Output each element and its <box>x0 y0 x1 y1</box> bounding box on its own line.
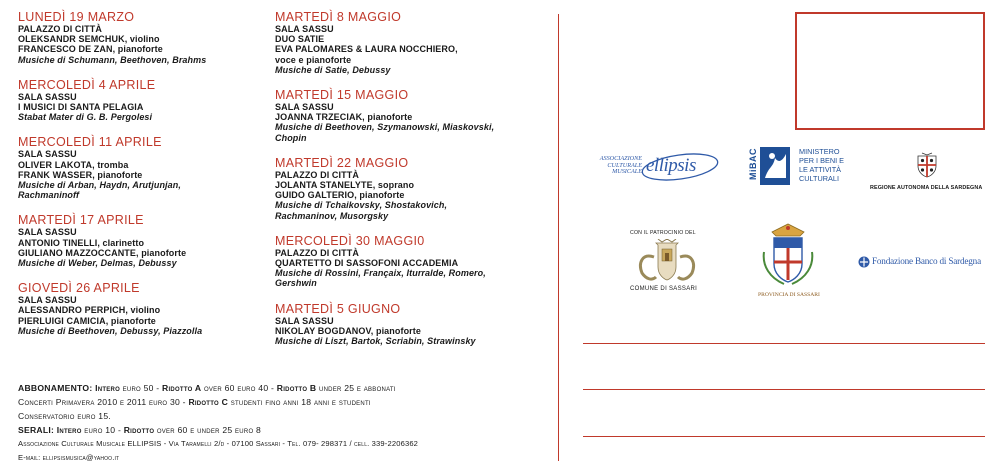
ellipsis-name: ellipsis <box>646 155 696 176</box>
concert-detail: ANTONIO TINELLI, clarinetto <box>18 237 145 248</box>
concert-date: LUNEDÌ 19 MARZO <box>18 10 135 24</box>
concert-list-middle <box>275 10 537 359</box>
concert-detail: ALESSANDRO PERPICH, violino <box>18 305 161 316</box>
evening-full-label: Intero <box>56 425 82 435</box>
fondazione-label: Fondazione Banco di Sardegna <box>872 256 981 266</box>
full-price-value: euro 50 - <box>122 383 160 393</box>
association-email: E-mail: ellipsismusica@yahoo.it <box>18 453 120 462</box>
ticket-info <box>18 381 548 465</box>
concert-detail: voce e pianoforte <box>275 54 352 65</box>
stamp-box <box>795 12 985 130</box>
concert-detail: PALAZZO DI CITTÀ <box>18 24 102 34</box>
concert-entry <box>275 302 537 347</box>
concert-date: MARTEDÌ 15 MAGGIO <box>275 88 409 103</box>
regione-sardegna-logo <box>868 152 988 194</box>
concert-entry <box>18 281 268 336</box>
patrocinio-label: CON IL PATROCINIO DEL <box>630 230 696 236</box>
reduced-b-label: Ridotto B <box>276 383 317 393</box>
ministero-line-2: PER I BENI E <box>799 156 845 165</box>
ellipsis-tag-2: CULTURALE <box>607 161 642 169</box>
reduced-a-value: over 60 euro 40 - <box>203 383 275 393</box>
concert-program: Musiche di Schumann, Beethoven, Brahms <box>18 54 207 65</box>
comune-sassari-logo <box>622 230 714 294</box>
mibac-mark: MiBAC <box>748 148 758 180</box>
concert-detail: SALA SASSU <box>275 102 334 113</box>
concert-detail: JOANNA TRZECIAK, pianoforte <box>275 112 413 123</box>
concert-date: GIOVEDÌ 26 APRILE <box>18 281 140 296</box>
concert-program: Musiche di Liszt, Bartok, Scriabin, Strawinsky <box>275 336 476 347</box>
concert-entry <box>18 78 268 123</box>
address-line-1 <box>583 343 985 344</box>
concert-detail: GUIDO GALTERIO, pianoforte <box>275 190 405 201</box>
subscription-line-1 <box>18 381 548 395</box>
provincia-sassari-logo <box>756 222 822 300</box>
association-address: Associazione Culturale Musicale ELLIPSIS - Via Taramelli 2/d - 07100 Sassari - Tel. 079- 298371 / cell. 339-2206362 <box>18 439 419 448</box>
fondazione-banco-sardegna-logo <box>858 255 988 271</box>
ministero-line-3: LE ATTIVITÀ <box>799 165 842 174</box>
concert-detail: EVA PALOMARES & LAURA NOCCHIERO, <box>275 44 458 55</box>
concert-detail: SALA SASSU <box>18 149 77 160</box>
ellipsis-tag-1: ASSOCIAZIONE <box>599 155 642 162</box>
concert-entry <box>275 234 537 289</box>
subscription-label: ABBONAMENTO: <box>18 383 93 393</box>
concert-detail: GIULIANO MAZZOCCANTE, pianoforte <box>18 247 187 258</box>
full-price-label: Intero <box>95 383 120 393</box>
concert-program: Musiche di Satie, Debussy <box>275 64 391 75</box>
concert-program: Musiche di Beethoven, Debussy, Piazzolla <box>18 325 203 336</box>
ellipsis-logo <box>588 150 723 184</box>
evening-label: SERALI: <box>18 425 55 435</box>
reduced-a-label: Ridotto A <box>162 383 202 393</box>
comune-crest-icon <box>634 239 700 283</box>
concert-date: MERCOLEDÌ 30 MAGGI0 <box>275 233 425 248</box>
reduced-b-detail: Concerti Primavera 2010 e 2011 euro 30 - <box>18 397 186 407</box>
address-line-2 <box>583 389 985 390</box>
concert-detail: SALA SASSU <box>18 91 77 102</box>
evening-reduced-value: over 60 e under 25 euro 8 <box>156 425 262 435</box>
concert-detail: PALAZZO DI CITTÀ <box>275 247 359 258</box>
provincia-crest-icon <box>760 222 816 288</box>
ellipsis-tag-3: MUSICALE <box>612 168 642 175</box>
concert-detail: JOLANTA STANELYTE, soprano <box>275 180 415 191</box>
concert-program: Rachmaninoff <box>18 190 80 201</box>
subscription-line-2 <box>18 395 548 409</box>
evening-tickets-line <box>18 423 548 437</box>
concert-detail: DUO SATIE <box>275 34 325 45</box>
concert-detail: FRANK WASSER, pianoforte <box>18 169 143 180</box>
concert-detail: PALAZZO DI CITTÀ <box>275 169 359 180</box>
concert-program: Musiche di Arban, Haydn, Arutjunjan, <box>18 180 181 191</box>
ministero-line-1: MINISTERO <box>799 147 840 156</box>
concert-detail: OLIVER LAKOTA, tromba <box>18 159 129 170</box>
concert-program: Musiche di Tchaikovsky, Shostakovich, <box>275 200 448 211</box>
concert-date: MARTEDÌ 5 GIUGNO <box>275 301 401 316</box>
evening-reduced-label: Ridotto <box>123 425 155 435</box>
regione-label: REGIONE AUTONOMA DELLA SARDEGNA <box>870 185 983 191</box>
concert-detail: PIERLUIGI CAMICIA, pianoforte <box>18 315 156 326</box>
card-divider <box>558 14 559 461</box>
concert-date: MARTEDÌ 17 APRILE <box>18 213 144 228</box>
mibac-logo <box>745 144 855 190</box>
concert-date: MARTEDÌ 22 MAGGIO <box>275 155 409 170</box>
concert-program: Musiche di Rossini, Françaix, Iturralde, Romero, <box>275 268 486 279</box>
concert-program: Musiche di Beethoven, Szymanowski, Miaskovski, <box>275 122 495 133</box>
concert-entry <box>18 213 268 268</box>
concert-entry <box>275 88 537 143</box>
concert-detail: SALA SASSU <box>18 295 77 306</box>
concert-entry <box>18 135 268 200</box>
reduced-c-label: Ridotto C <box>188 397 229 407</box>
concert-program: Gershwin <box>275 278 317 289</box>
reduced-b-value: under 25 e abbonati <box>319 383 396 393</box>
concert-date: MARTEDÌ 8 MAGGIO <box>275 10 402 24</box>
address-line-3 <box>583 436 985 437</box>
concert-detail: QUARTETTO DI SASSOFONI ACCADEMIA <box>275 258 459 269</box>
concert-list-left <box>18 10 268 349</box>
fondazione-emblem-icon <box>858 256 870 268</box>
provincia-label: PROVINCIA DI SASSARI <box>758 292 820 298</box>
concert-detail: I MUSICI DI SANTA PELAGIA <box>18 102 144 113</box>
subscription-line-3: Conservatorio euro 15. <box>18 411 111 421</box>
sardinia-crest-icon <box>916 152 938 178</box>
reduced-c-value: studenti fino anni 18 anni e studenti <box>230 397 371 407</box>
concert-program: Rachmaninov, Musorgsky <box>275 210 389 221</box>
comune-label: COMUNE DI SASSARI <box>630 286 698 292</box>
concert-detail: SALA SASSU <box>275 24 334 34</box>
ministero-line-4: CULTURALI <box>799 174 840 183</box>
evening-full-value: euro 10 - <box>84 425 122 435</box>
concert-entry <box>275 156 537 221</box>
concert-entry <box>18 10 268 65</box>
concert-program: Musiche di Weber, Delmas, Debussy <box>18 258 177 269</box>
concert-date: MERCOLEDÌ 11 APRILE <box>18 135 162 150</box>
mibac-emblem-icon <box>759 146 791 186</box>
concert-detail: SALA SASSU <box>18 227 77 238</box>
concert-program: Chopin <box>275 132 307 143</box>
concert-detail: OLEKSANDR SEMCHUK, violino <box>18 34 160 45</box>
concert-entry <box>275 10 537 75</box>
concert-program: Stabat Mater di G. B. Pergolesi <box>18 112 153 123</box>
concert-detail: SALA SASSU <box>275 315 334 326</box>
concert-detail: NIKOLAY BOGDANOV, pianoforte <box>275 325 421 336</box>
concert-detail: FRANCESCO DE ZAN, pianoforte <box>18 44 163 55</box>
concert-date: MERCOLEDÌ 4 APRILE <box>18 77 156 92</box>
